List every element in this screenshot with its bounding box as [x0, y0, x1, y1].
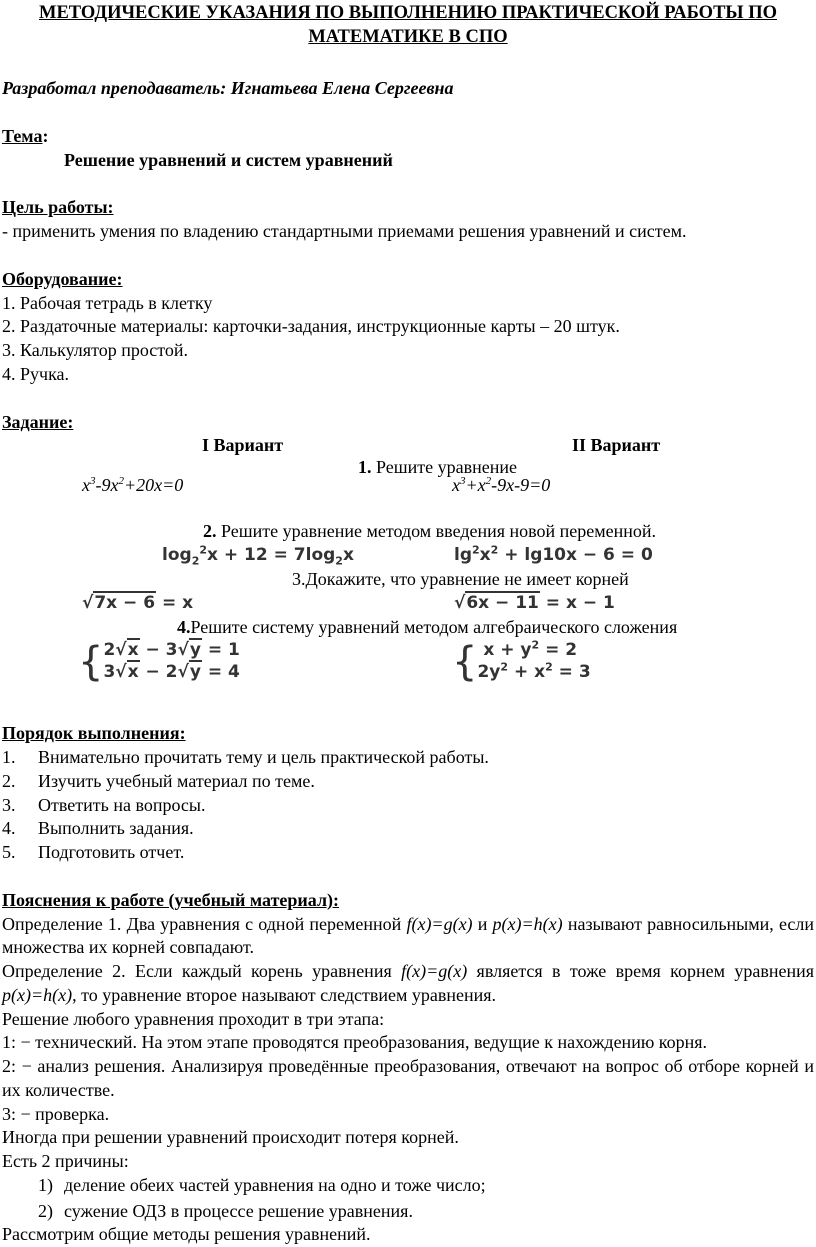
system-variant-1-line-1: 2√x − 3√y = 1 [103, 640, 240, 661]
question-4 [177, 616, 677, 640]
system-variant-2-line-2: $2y^2 + x^2 = 3$ [477, 659, 591, 682]
definition-2-mid: является в тоже время корнем уравнения [467, 961, 815, 982]
equipment-section [2, 268, 814, 387]
task-heading: Задание: [2, 411, 74, 432]
procedure-item-text: Подготовить отчет. [38, 842, 185, 863]
equation-1-variant-1: $x^3-9x^2+20x=0$ [82, 475, 184, 496]
definition-2-text: Определение 2. Если каждый корень уравнения [2, 961, 402, 982]
topic-heading-line [2, 125, 814, 149]
variant-2-label: II Вариант [572, 435, 661, 456]
reason-item-text: сужение ОДЗ в процессе решение уравнения. [64, 1200, 413, 1221]
procedure-item-text: Ответить на вопросы. [38, 794, 206, 815]
procedure-item-number: 4. [2, 818, 16, 839]
question-3-row [2, 568, 814, 592]
topic-section [2, 125, 814, 173]
definition-1-formula-p: p(x)=h(x) [492, 913, 563, 934]
definition-2-formula-p: p(x)=h(x) [2, 984, 73, 1005]
question-3-text: 3.Докажите, что уравнение не имеет корней [292, 569, 629, 590]
reason-item-text: деление обеих частей уравнения на одно и тоже число; [64, 1174, 486, 1195]
topic-heading: Тема [2, 125, 43, 146]
stage-3: 3: − проверка. [2, 1103, 110, 1124]
procedure-item [2, 841, 814, 865]
stage-2: 2: − анализ решения. Анализируя проведённые преобразования, отвечают на вопрос об отборе корней и их количестве. [2, 1056, 814, 1100]
equation-3-variant-2: √6x − 11 = x − 1 [454, 593, 615, 614]
explanation-section [2, 889, 814, 1247]
equation-2-row [2, 544, 814, 568]
question-4-number: 4. [177, 617, 191, 638]
goal-heading: Цель работы: [2, 197, 114, 218]
system-variant-1-lines [103, 640, 239, 683]
procedure-item [2, 746, 814, 770]
system-row [2, 640, 814, 696]
definition-1 [2, 913, 814, 961]
question-2-text: Решите уравнение методом введения новой переменной. [221, 521, 657, 542]
goal-section [2, 196, 814, 244]
closing-text: Рассмотрим общие методы решения уравнений. [2, 1224, 371, 1245]
procedure-item-text: Внимательно прочитать тему и цель практической работы. [38, 747, 489, 768]
brace-icon: { [78, 638, 104, 685]
question-2-number: 2. [203, 521, 217, 542]
procedure-item-number: 2. [2, 770, 16, 791]
equipment-item: 1. Рабочая тетрадь в клетку [2, 292, 213, 313]
procedure-item [2, 770, 814, 794]
question-2-row [2, 520, 814, 544]
variant-1-label: I Вариант [202, 435, 284, 456]
equipment-item: 3. Калькулятор простой. [2, 340, 189, 361]
procedure-heading: Порядок выполнения: [2, 723, 186, 744]
question-4-text: Решите систему уравнений методом алгебраического сложения [190, 617, 678, 638]
system-variant-2-lines [477, 640, 590, 683]
variants-row [2, 434, 814, 456]
procedure-section [2, 722, 814, 865]
question-2 [203, 520, 656, 544]
equation-3-row [2, 592, 814, 616]
reason-item-number: 1) [38, 1174, 53, 1195]
page-title: МЕТОДИЧЕСКИЕ УКАЗАНИЯ ПО ВЫПОЛНЕНИЮ ПРАКТИЧЕСКОЙ РАБОТЫ ПО МАТЕМАТИКЕ В СПО [39, 3, 777, 48]
question-4-row [2, 616, 814, 640]
equipment-heading: Оборудование: [2, 268, 123, 289]
system-variant-2 [452, 640, 591, 683]
equation-1-row [2, 475, 814, 500]
equation-2-variant-2: $\lg^2x^2 + \lg 10x - 6 = 0$ [454, 543, 653, 566]
reason-item [2, 1174, 814, 1198]
equation-3-variant-1: √7x − 6 = x [82, 593, 194, 614]
definition-1-formula-f: f(x)=g(x) [406, 913, 473, 934]
topic-text: Решение уравнений и систем уравнений [64, 149, 393, 170]
stages-intro: Решение любого уравнения проходит в три этапа: [2, 1008, 385, 1029]
question-1-text: Решите уравнение [376, 457, 517, 478]
procedure-item [2, 794, 814, 818]
task-section [2, 411, 814, 697]
roots-loss-text: Иногда при решении уравнений происходит потеря корней. [2, 1127, 459, 1148]
question-1-number: 1. [358, 457, 372, 478]
equation-1-variant-2: $x^3+x^2-9x-9=0$ [452, 475, 551, 496]
definition-2-formula-f: f(x)=g(x) [401, 961, 468, 982]
system-variant-2-line-1: $x + y^2 = 2$ [477, 638, 578, 661]
explanation-heading: Пояснения к работе (учебный материал): [2, 889, 340, 910]
definition-1-rest: называют равносильными, если множества их корней совпадают. [2, 913, 815, 958]
equipment-item: 2. Раздаточные материалы: карточки-задания, инструкционные карты – 20 штук. [2, 316, 620, 337]
definition-2 [2, 960, 814, 1008]
topic-colon: : [42, 125, 49, 146]
equation-2-variant-1: $\log_2^2x + 12 = 7\log_2x$ [162, 543, 354, 568]
reason-item-number: 2) [38, 1200, 53, 1221]
procedure-item [2, 817, 814, 841]
definition-2-rest: , то уравнение второе называют следствием уравнения. [72, 984, 497, 1005]
equipment-item: 4. Ручка. [2, 363, 70, 384]
procedure-item-number: 3. [2, 794, 16, 815]
system-variant-1 [78, 640, 240, 683]
reasons-intro: Есть 2 причины: [2, 1151, 129, 1172]
procedure-item-text: Выполнить задания. [38, 818, 194, 839]
procedure-item-text: Изучить учебный материал по теме. [38, 770, 315, 791]
stage-1: 1: − технический. На этом этапе проводятся преобразования, ведущие к нахождению корня. [2, 1032, 708, 1053]
brace-icon: { [452, 638, 478, 685]
definition-1-text: Определение 1. Два уравнения с одной переменной [2, 913, 407, 934]
procedure-item-number: 1. [2, 747, 16, 768]
definition-1-conj: и [472, 913, 493, 934]
procedure-item-number: 5. [2, 842, 16, 863]
goal-text: - применить умения по владению стандартными приемами решения уравнений и систем. [2, 221, 687, 242]
system-variant-1-line-2: 3√x − 2√y = 4 [103, 661, 240, 682]
reason-item [2, 1200, 814, 1224]
author-line: Разработал преподаватель: Игнатьева Елена Сергеевна [2, 78, 454, 99]
